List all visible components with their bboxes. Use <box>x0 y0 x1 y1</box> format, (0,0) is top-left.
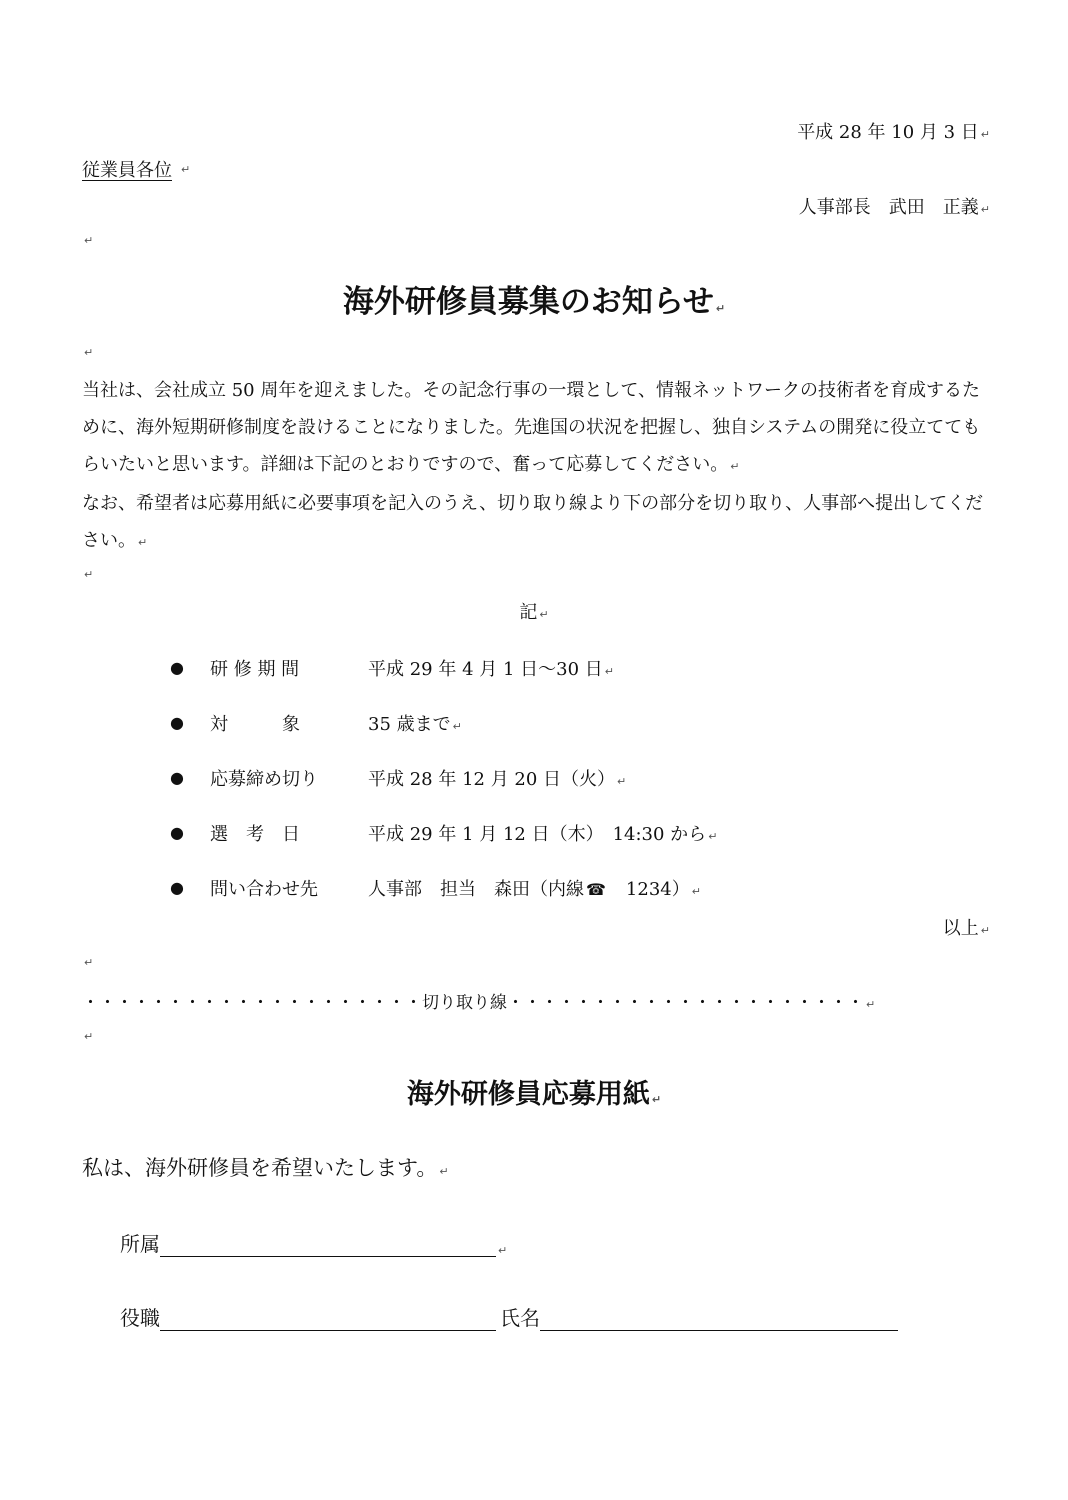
paragraph-mark-icon: ↵ <box>651 1093 662 1106</box>
bullet-icon: ● <box>170 658 184 677</box>
paragraph-mark-icon: ↵ <box>498 1244 508 1257</box>
closing-ijou: 以上 ↵ <box>942 918 990 939</box>
item-value: 人事部 担当 森田（内線 ☎ 1234） ↵ <box>368 878 701 900</box>
empty-paragraph-mark-icon: ↵ <box>84 956 94 969</box>
affiliation-input-line[interactable] <box>160 1230 496 1257</box>
paragraph-mark-icon: ↵ <box>866 998 876 1011</box>
form-title: 海外研修員応募用紙 ↵ <box>406 1079 662 1110</box>
details-list <box>170 640 717 915</box>
notice-body <box>82 372 994 561</box>
affiliation-label: 所属 <box>120 1232 160 1256</box>
bullet-icon: ● <box>170 713 184 732</box>
position-field <box>120 1302 496 1331</box>
paragraph-mark-icon: ↵ <box>980 128 990 141</box>
bullet-icon: ● <box>170 768 184 787</box>
paragraph-mark-icon: ↵ <box>980 924 990 937</box>
phone-icon: ☎ <box>586 879 606 899</box>
paragraph-mark-icon: ↵ <box>439 1165 449 1178</box>
paragraph-mark-icon: ↵ <box>691 884 701 898</box>
empty-paragraph-mark-icon: ↵ <box>84 1030 94 1043</box>
bullet-icon: ● <box>170 823 184 842</box>
name-input-line[interactable] <box>540 1304 898 1331</box>
list-item <box>170 695 717 750</box>
list-item <box>170 860 717 915</box>
notice-paragraph: なお、希望者は応募用紙に必要事項を記入のうえ、切り取り線より下の部分を切り取り、人事部へ提出してください。 ↵ <box>82 493 984 551</box>
paragraph-mark-icon: ↵ <box>980 203 990 216</box>
notice-paragraph: 当社は、会社成立 50 周年を迎えました。その記念行事の一環として、情報ネットワークの技術者を育成するために、海外短期研修制度を設けることになりました。先進国の状況を把握し、独自システムの開発に役立ててもらいたいと思います。詳細は下記のとおりですので、奮って応募してください。 ↵ <box>82 380 981 475</box>
item-value: 35 歳まで ↵ <box>368 713 462 735</box>
paragraph-mark-icon: ↵ <box>138 536 148 549</box>
paragraph-mark-icon: ↵ <box>708 829 718 843</box>
paragraph-mark-icon: ↵ <box>181 163 191 176</box>
paragraph-mark-icon: ↵ <box>715 302 726 315</box>
paragraph-mark-icon: ↵ <box>604 664 614 678</box>
position-input-line[interactable] <box>160 1304 496 1331</box>
name-label: 氏名 <box>500 1306 540 1330</box>
list-item <box>170 640 717 695</box>
item-label: 応募締め切り <box>210 768 318 790</box>
cut-line: ・・・・・・・・・・・・・・・・・・・・切り取り線・・・・・・・・・・・・・・・・・・・・・ ↵ <box>82 993 876 1013</box>
bullet-icon: ● <box>170 878 184 897</box>
paragraph-mark-icon: ↵ <box>730 460 740 473</box>
list-item <box>170 750 717 805</box>
empty-paragraph-mark-icon: ↵ <box>84 234 94 247</box>
sender: 人事部長 武田 正義 ↵ <box>798 197 990 218</box>
affiliation-field <box>120 1228 507 1257</box>
item-label: 研 修 期 間 <box>210 658 300 680</box>
paragraph-mark-icon: ↵ <box>452 719 462 733</box>
list-item <box>170 805 717 860</box>
paragraph-mark-icon: ↵ <box>539 608 549 621</box>
document-date: 平成 28 年 10 月 3 日 ↵ <box>797 122 990 143</box>
item-value: 平成 29 年 4 月 1 日～30 日 ↵ <box>368 658 614 680</box>
item-value: 平成 29 年 1 月 12 日（木） 14:30 から ↵ <box>368 823 718 845</box>
ki-heading: 記 ↵ <box>519 602 549 623</box>
notice-title: 海外研修員募集のお知らせ ↵ <box>342 284 726 320</box>
application-statement: 私は、海外研修員を希望いたします。 ↵ <box>82 1156 449 1180</box>
item-label: 対 象 <box>210 713 300 735</box>
empty-paragraph-mark-icon: ↵ <box>84 346 94 359</box>
item-value: 平成 28 年 12 月 20 日（火） ↵ <box>368 768 627 790</box>
name-field <box>500 1302 898 1331</box>
item-label: 選 考 日 <box>210 823 300 845</box>
paragraph-mark-icon: ↵ <box>617 774 627 788</box>
empty-paragraph-mark-icon: ↵ <box>84 568 94 581</box>
item-label: 問い合わせ先 <box>210 878 318 900</box>
addressee: 従業員各位 <box>82 160 172 181</box>
position-label: 役職 <box>120 1306 160 1330</box>
